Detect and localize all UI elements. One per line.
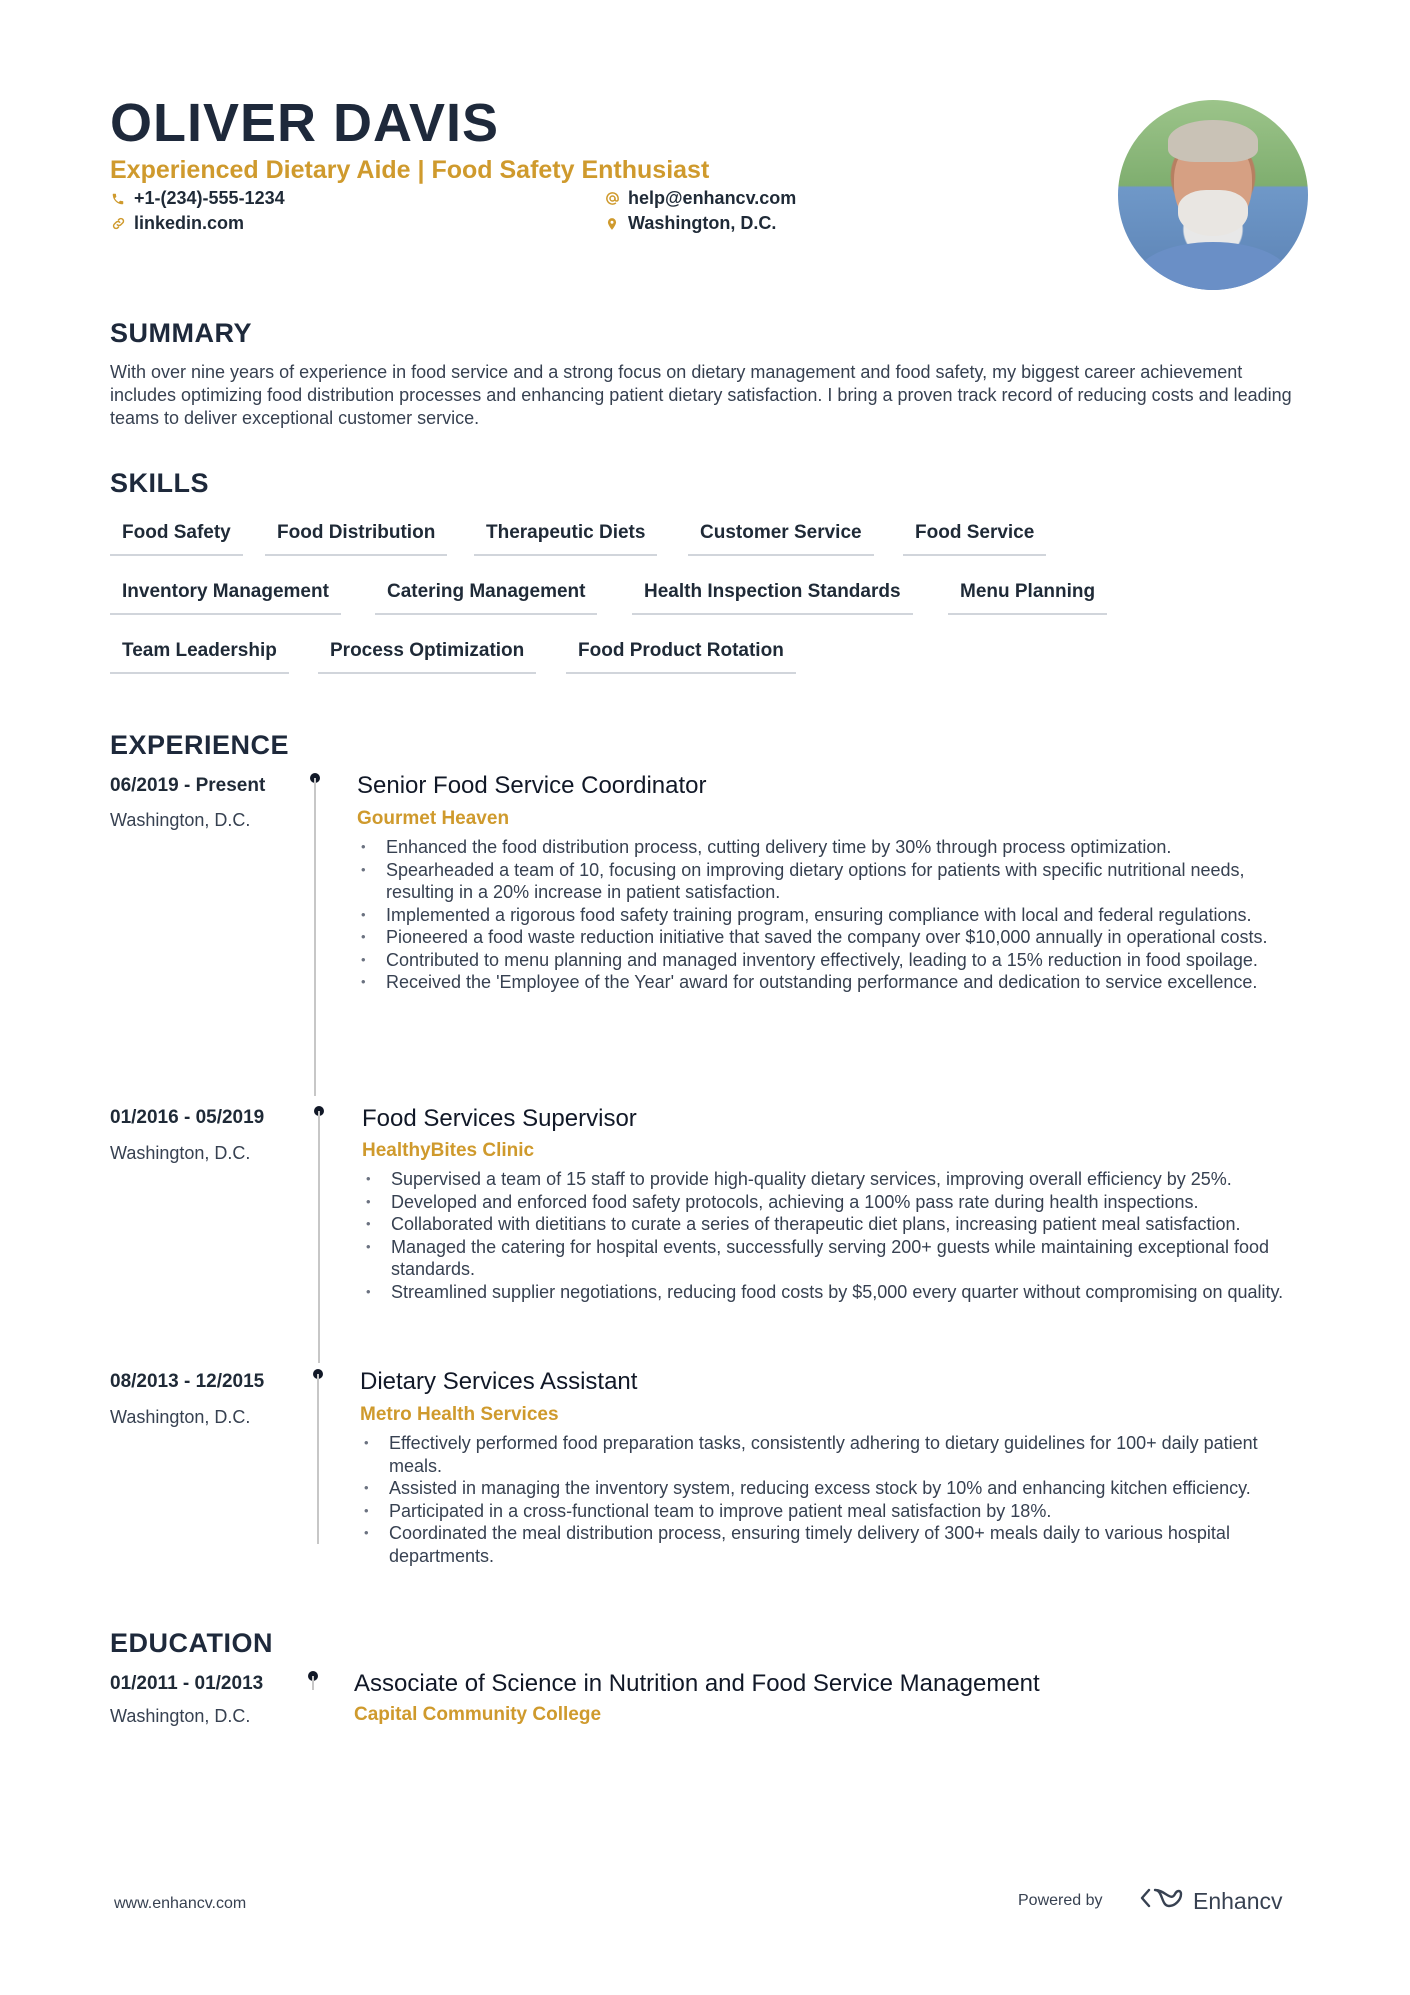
job-title: Dietary Services Assistant: [360, 1368, 638, 1395]
contact-phone[interactable]: [110, 188, 285, 209]
skills-heading: SKILLS: [110, 468, 210, 498]
bullet-item: • Pioneered a food waste reduction initiative that saved the company over $10,000 annually in operational costs.: [357, 926, 1302, 949]
bullet-item: • Coordinated the meal distribution process, ensuring timely delivery of 300+ meals daily to various hospital departments.: [360, 1522, 1305, 1567]
skill-tag: Food Product Rotation: [566, 640, 796, 674]
email-text: help@enhancv.com: [628, 188, 797, 208]
skill-tag: Customer Service: [688, 522, 874, 556]
headline: Experienced Dietary Aide | Food Safety Enthusiast: [110, 156, 710, 184]
skill-tag: Inventory Management: [110, 581, 341, 615]
timeline-line: [312, 1676, 314, 1690]
skill-tag: Catering Management: [375, 581, 597, 615]
experience-heading: EXPERIENCE: [110, 730, 290, 760]
enhancv-logo[interactable]: [1139, 1886, 1283, 1916]
linkedin-text: linkedin.com: [134, 213, 245, 233]
timeline-line: [317, 1374, 319, 1544]
job-bullets: [357, 836, 1302, 994]
degree-title: Associate of Science in Nutrition and Food Service Management: [354, 1670, 1040, 1697]
job-title: Food Services Supervisor: [362, 1105, 637, 1132]
skill-tag: Menu Planning: [948, 581, 1107, 615]
bullet-item: • Contributed to menu planning and managed inventory effectively, leading to a 15% reduction in food spoilage.: [357, 949, 1302, 972]
bullet-item: • Managed the catering for hospital events, successfully serving 200+ guests while maintaining exceptional food standards.: [362, 1236, 1307, 1281]
job-bullets: [362, 1168, 1307, 1303]
job-bullets: [360, 1432, 1305, 1567]
skill-tag: Therapeutic Diets: [474, 522, 657, 556]
contact-location: [604, 213, 776, 234]
school-name: Capital Community College: [354, 1704, 602, 1725]
job-title: Senior Food Service Coordinator: [357, 772, 707, 799]
summary-text: With over nine years of experience in food service and a strong focus on dietary management and food safety, my biggest career achievement includes optimizing food distribution processes and enhancing patient dietary satisfaction. I bring a proven track record of reducing costs and leading teams to deliver exceptional customer service.: [110, 362, 1292, 428]
bullet-item: • Implemented a rigorous food safety training program, ensuring compliance with local and federal regulations.: [357, 904, 1302, 927]
powered-by-text: Powered by: [1018, 1892, 1103, 1909]
job-dates: 01/2016 - 05/2019: [110, 1107, 265, 1128]
summary-heading: SUMMARY: [110, 318, 252, 348]
bullet-item: • Streamlined supplier negotiations, reducing food costs by $5,000 every quarter without compromising on quality.: [362, 1281, 1307, 1304]
contact-email[interactable]: [604, 188, 796, 209]
education-location: Washington, D.C.: [110, 1706, 251, 1726]
bullet-item: • Enhanced the food distribution process, cutting delivery time by 30% through process optimization.: [357, 836, 1302, 859]
skill-tag: Food Service: [903, 522, 1046, 556]
bullet-item: • Spearheaded a team of 10, focusing on improving dietary options for patients with specific nutritional needs, resulting in a 20% increase in patient satisfaction.: [357, 859, 1302, 904]
enhancv-logo-text: Enhancv: [1193, 1887, 1283, 1914]
job-dates: 06/2019 - Present: [110, 775, 266, 796]
education-heading: EDUCATION: [110, 1628, 273, 1658]
link-icon: [110, 216, 126, 232]
skill-tag: Food Distribution: [265, 522, 447, 556]
skill-tag: Food Safety: [110, 522, 243, 556]
bullet-item: • Participated in a cross-functional team to improve patient meal satisfaction by 18%.: [360, 1500, 1305, 1523]
location-pin-icon: [604, 216, 620, 232]
bullet-item: • Assisted in managing the inventory system, reducing excess stock by 10% and enhancing kitchen efficiency.: [360, 1477, 1305, 1500]
timeline-line: [318, 1111, 320, 1363]
job-location: Washington, D.C.: [110, 1143, 251, 1163]
company-name: Gourmet Heaven: [357, 808, 510, 829]
phone-icon: [110, 191, 126, 207]
company-name: HealthyBites Clinic: [362, 1140, 535, 1161]
timeline-line: [314, 778, 316, 1096]
job-location: Washington, D.C.: [110, 810, 251, 830]
bullet-item: • Effectively performed food preparation tasks, consistently adhering to dietary guidelines for 100+ daily patient meals.: [360, 1432, 1305, 1477]
job-location: Washington, D.C.: [110, 1407, 251, 1427]
skill-tag: Health Inspection Standards: [632, 581, 913, 615]
bullet-item: • Collaborated with dietitians to curate a series of therapeutic diet plans, increasing patient meal satisfaction.: [362, 1213, 1307, 1236]
contact-linkedin[interactable]: [110, 213, 244, 234]
bullet-item: • Supervised a team of 15 staff to provide high-quality dietary services, improving overall efficiency by 25%.: [362, 1168, 1307, 1191]
bullet-item: • Received the 'Employee of the Year' award for outstanding performance and dedication to service excellence.: [357, 971, 1302, 994]
at-sign-icon: [604, 191, 620, 207]
enhancv-logo-icon: [1139, 1886, 1185, 1916]
location-text: Washington, D.C.: [628, 213, 777, 233]
candidate-name: OLIVER DAVIS: [110, 93, 500, 153]
phone-text: +1-(234)-555-1234: [134, 188, 285, 208]
bullet-item: • Developed and enforced food safety protocols, achieving a 100% pass rate during health inspections.: [362, 1191, 1307, 1214]
skill-tag: Process Optimization: [318, 640, 536, 674]
company-name: Metro Health Services: [360, 1404, 559, 1425]
skill-tag: Team Leadership: [110, 640, 289, 674]
profile-photo: [1118, 100, 1308, 290]
education-dates: 01/2011 - 01/2013: [110, 1673, 264, 1694]
footer-website-link[interactable]: www.enhancv.com: [114, 1895, 247, 1912]
job-dates: 08/2013 - 12/2015: [110, 1371, 265, 1392]
